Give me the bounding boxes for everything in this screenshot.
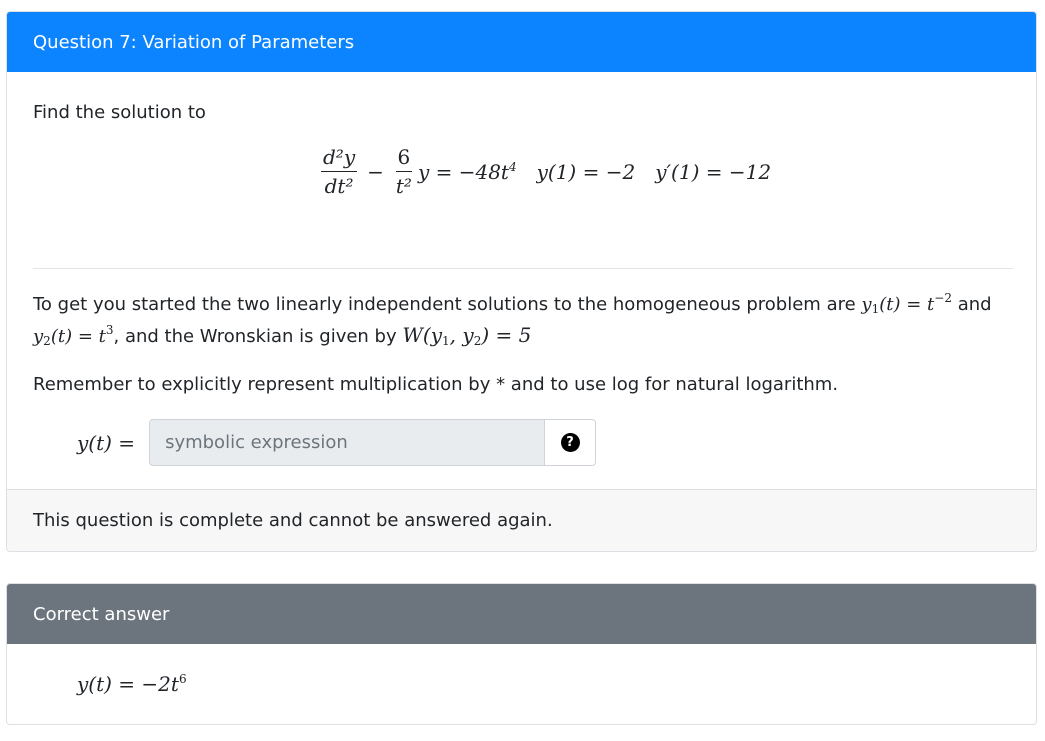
hint-line-2: $y_2(t) = t^3$, and the Wronskian is given by $W(y_1$, $y_2) = 5$	[33, 323, 532, 348]
question-title: Question 7: Variation of Parameters	[33, 31, 355, 53]
initial-condition-1: y(1) = −2	[536, 159, 636, 184]
help-button[interactable]	[545, 419, 596, 466]
status-text: This question is complete and cannot be answered again.	[33, 510, 553, 531]
question-status-footer	[7, 489, 1036, 551]
initial-condition-2: y′(1) = −12	[655, 159, 772, 184]
reminder-text: Remember to explicitly represent multiplication by * and to use log for natural logarithm.	[33, 374, 839, 395]
correct-answer-header	[7, 584, 1036, 644]
coefficient-fraction: $\frac{6}{\text{t²}}$	[395, 145, 412, 198]
correct-answer-value: $y(t) = -2t^6$	[77, 672, 187, 696]
correct-answer-card	[6, 583, 1037, 725]
question-header	[7, 12, 1036, 72]
correct-answer-title: Correct answer	[33, 603, 170, 625]
section-divider	[33, 268, 1013, 269]
equation-rhs: $y = -48t^4$	[417, 159, 517, 184]
question-card	[6, 11, 1037, 552]
hint-line-1: To get you started the two linearly independent solutions to the homogeneous problem are $y_1(t) = t^{-2}$ and	[33, 291, 992, 316]
answer-input-group	[149, 419, 596, 466]
answer-label: y(t) =	[77, 430, 136, 455]
question-intro: Find the solution to	[33, 102, 206, 123]
second-derivative-fraction: $\frac{\text{d²y}}{\text{dt²}}$	[323, 145, 356, 198]
answer-input[interactable]	[149, 419, 545, 466]
differential-equation: $\frac{\text{d²y}}{\text{dt²}}$ − $\frac{6}{\text{t²}}$ $y = -48t^4$ y(1) = −2 y′(1) = −12	[323, 145, 772, 198]
answer-row	[77, 419, 596, 466]
question-mark-icon: ?	[561, 433, 580, 452]
